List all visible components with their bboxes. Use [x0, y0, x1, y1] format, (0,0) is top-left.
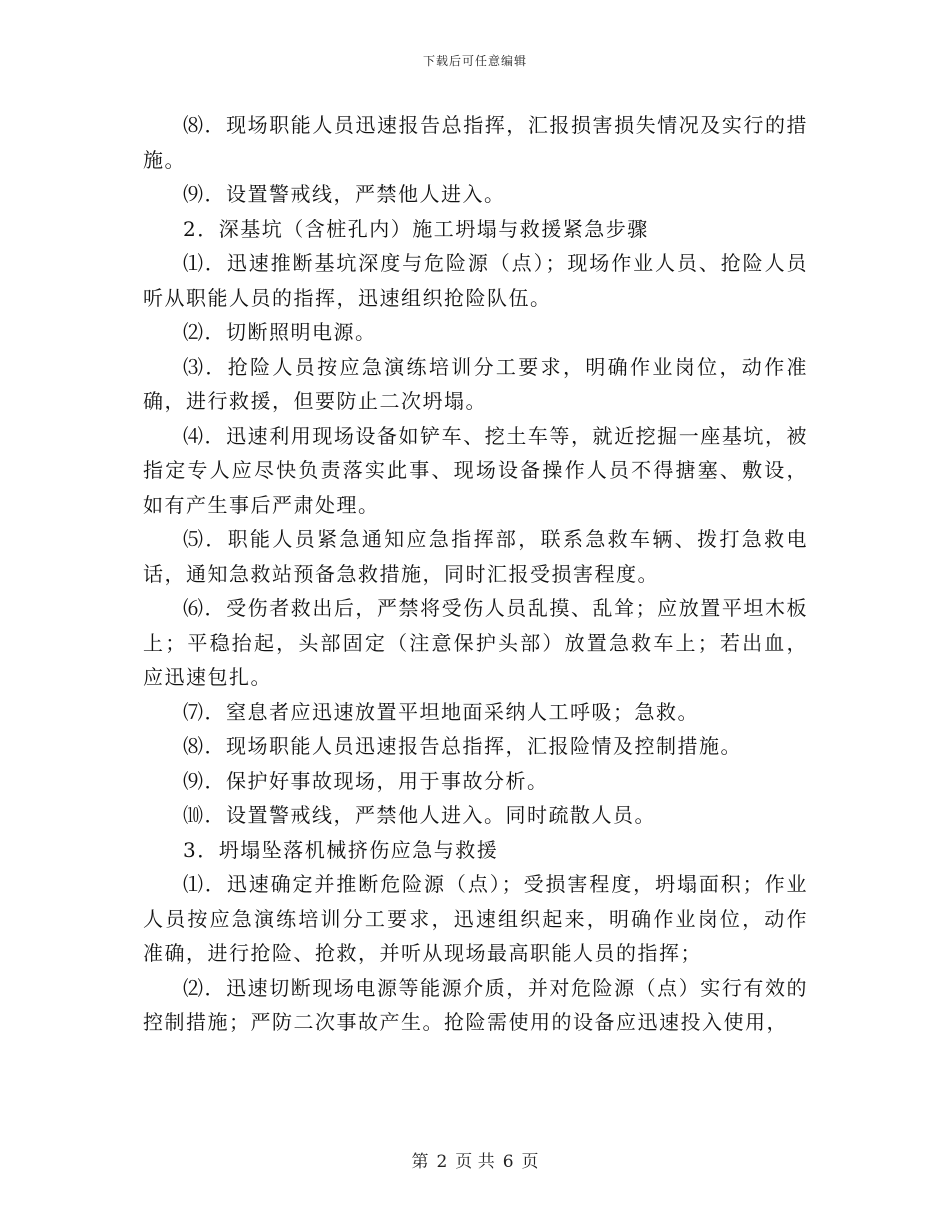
footer-middle: 页 共 [455, 1152, 495, 1172]
paragraph: ⑵．切断照明电源。 [183, 320, 377, 344]
paragraph: ⑸．职能人员紧急通知应急指挥部，联系急救车辆、拨打急救电话，通知急救站预备急救措施，同时汇报受损害程度。 [143, 527, 808, 586]
paragraph: ⑺．窒息者应迅速放置平坦地面采纳人工呼吸；急救。 [183, 699, 699, 724]
page-footer [0, 1147, 950, 1172]
section-heading: 2．深基坑（含桩孔内）施工坍塌与救援紧急步骤 [183, 216, 649, 241]
section-heading: 3．坍塌坠落机械挤伤应急与救援 [183, 837, 499, 862]
page-header: 下载后可任意编辑 [422, 54, 527, 68]
paragraph: ⑻．现场职能人员迅速报告总指挥，汇报险情及控制措施。 [183, 734, 742, 758]
document-body [143, 108, 808, 1040]
paragraph: ⑻．现场职能人员迅速报告总指挥，汇报损害损失情况及实行的措施。 [143, 113, 808, 172]
footer-total-pages: 6 [502, 1152, 514, 1172]
paragraph: ⑷．迅速利用现场设备如铲车、挖土车等，就近挖掘一座基坑，被指定专人应尽快负责落实此事、现场设备操作人员不得搪塞、敷设，如有产生事后严肃处理。 [143, 423, 808, 517]
footer-suffix: 页 [521, 1152, 539, 1172]
paragraph: ⑼．设置警戒线，严禁他人进入。 [183, 182, 506, 206]
paragraph: ⑼．保护好事故现场，用于事故分析。 [183, 768, 549, 793]
paragraph: ⑶．抢险人员按应急演练培训分工要求，明确作业岗位，动作准确，进行救援，但要防止二次坍塌。 [143, 354, 808, 413]
footer-prefix: 第 [411, 1152, 429, 1172]
footer-page-number: 2 [436, 1152, 448, 1172]
paragraph: ⑽．设置警戒线，严禁他人进入。同时疏散人员。 [183, 803, 656, 827]
paragraph: ⑹．受伤者救出后，严禁将受伤人员乱摸、乱耸；应放置平坦木板上；平稳抬起，头部固定（注意保护头部）放置急救车上；若出血，应迅速包扎。 [143, 596, 808, 689]
paragraph: ⑵．迅速切断现场电源等能源介质，并对危险源（点）实行有效的控制措施；严防二次事故产生。抢险需使用的设备应迅速投入使用， [143, 975, 808, 1034]
paragraph: ⑴．迅速确定并推断危险源（点）；受损害程度，坍塌面积；作业人员按应急演练培训分工要求，迅速组织起来，明确作业岗位，动作准确，进行抢险、抢救，并听从现场最高职能人员的指挥； [143, 872, 808, 965]
paragraph: ⑴．迅速推断基坑深度与危险源（点）；现场作业人员、抢险人员听从职能人员的指挥，迅速组织抢险队伍。 [143, 251, 808, 310]
